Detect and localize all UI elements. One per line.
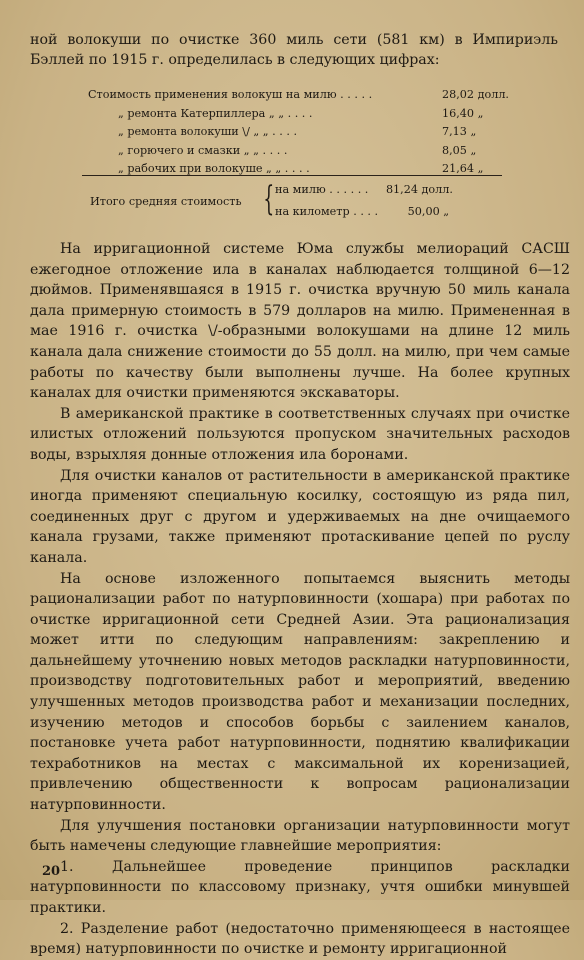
cost-label: „ ремонта Катерпиллера „ „ . . . . [118,106,313,120]
cost-label: Стоимость применения волокуш на милю . . . . . [88,88,373,101]
cost-table [88,86,518,179]
cost-value: 8,05 „ [442,143,477,157]
paragraph: Для очистки каналов от растительности в американской практике иногда применяют специальную косилку, состоящую из ряда пил, соединенных друг с другом и удерживаемых на дне очищаемого канала грузами, также применяют протаскивание цепей по руслу канала. [30,467,570,566]
cost-value: 16,40 „ [442,106,484,120]
paragraph: На основе изложенного попытаемся выяснить методы рационализации работ по натурповинности (хошара) при работах по очистке ирригационной сети Средней Азии. Эта рационализация может итти по следующим направлениям: закреплению и дальнейшему уточнению новых методов раскладки натурповинности, производству подготовительных работ и мероприятий, введению улучшенных методов производства работ и механизации последних, изучению методов и способов борьбы с заилением каналов, постановке учета работ натурповинности, поднятию квалификации техработников на местах с максимальной их коренизацией, привлечению общественности к вопросам рационализации натурповинности. [30,570,570,814]
total-per-mile-label: на милю . . . . . . [275,183,369,196]
intro-paragraph: ной волокуши по очистке 360 миль сети (581 км) в Импириэль Бэллей по 1915 г. определилась в следующих цифрах: [30,32,558,68]
cost-value: 28,02 долл. [442,88,509,101]
total-per-km-label: на километр . . . . [275,205,379,218]
cost-row [88,105,518,124]
body-text [30,239,570,960]
paragraph: На ирригационной системе Юма службы мелиораций САСШ ежегодное отложение ила в каналах наблюдается толщиной 6—12 дюймов. Применявшаяся в 1915 г. очистка вручную 50 миль канала дала примерную стоимость в 579 долларов на милю. Примененная в мае 1916 г. очистка \/-образными волокушами на длине 12 миль канала дала снижение стоимости до 55 долл. на милю, при чем самые работы по качеству были выполнены лучше. На более крупных каналах для очистки применяются экскаваторы. [30,241,570,402]
cost-row [88,86,518,105]
total-per-km-value: 50,00 „ [407,205,450,218]
total-per-mile-value: 81,24 долл. [385,183,453,196]
totals-label: Итого средняя стоимость [90,195,242,208]
cost-label: „ рабочих при волокуше „ „ . . . . [118,162,310,175]
totals-block [90,180,510,224]
cost-label: „ горючего и смазки „ „ . . . . [118,143,288,157]
page-number: 20 [42,864,61,879]
cost-value: 7,13 „ [442,125,477,138]
paragraph: 1. Дальнейшее проведение принципов раскладки натурповинности по классовому признаку, учтя ошибки минувшей практики. [30,858,570,916]
brace-symbol: { [263,179,275,219]
paragraph: Для улучшения постановки организации натурповинности могут быть намечены следующие главнейшие мероприятия: [30,817,570,855]
total-per-mile [275,180,453,200]
cost-label: „ ремонта волокуши \/ „ „ . . . . [118,125,297,138]
paragraph: 2. Разделение работ (недостаточно применяющееся в настоящее время) натурповинности по очистке и ремонту ирригационной [30,920,570,958]
paragraph: В американской практике в соответственных случаях при очистке илистых отложений пользуются пропуском значительных расходов воды, взрыхляя донные отложения ила боронами. [30,405,570,463]
table-divider [82,175,502,176]
cost-row [88,123,518,142]
total-per-km [275,202,449,222]
cost-row [88,142,518,161]
cost-value: 21,64 „ [442,162,484,175]
